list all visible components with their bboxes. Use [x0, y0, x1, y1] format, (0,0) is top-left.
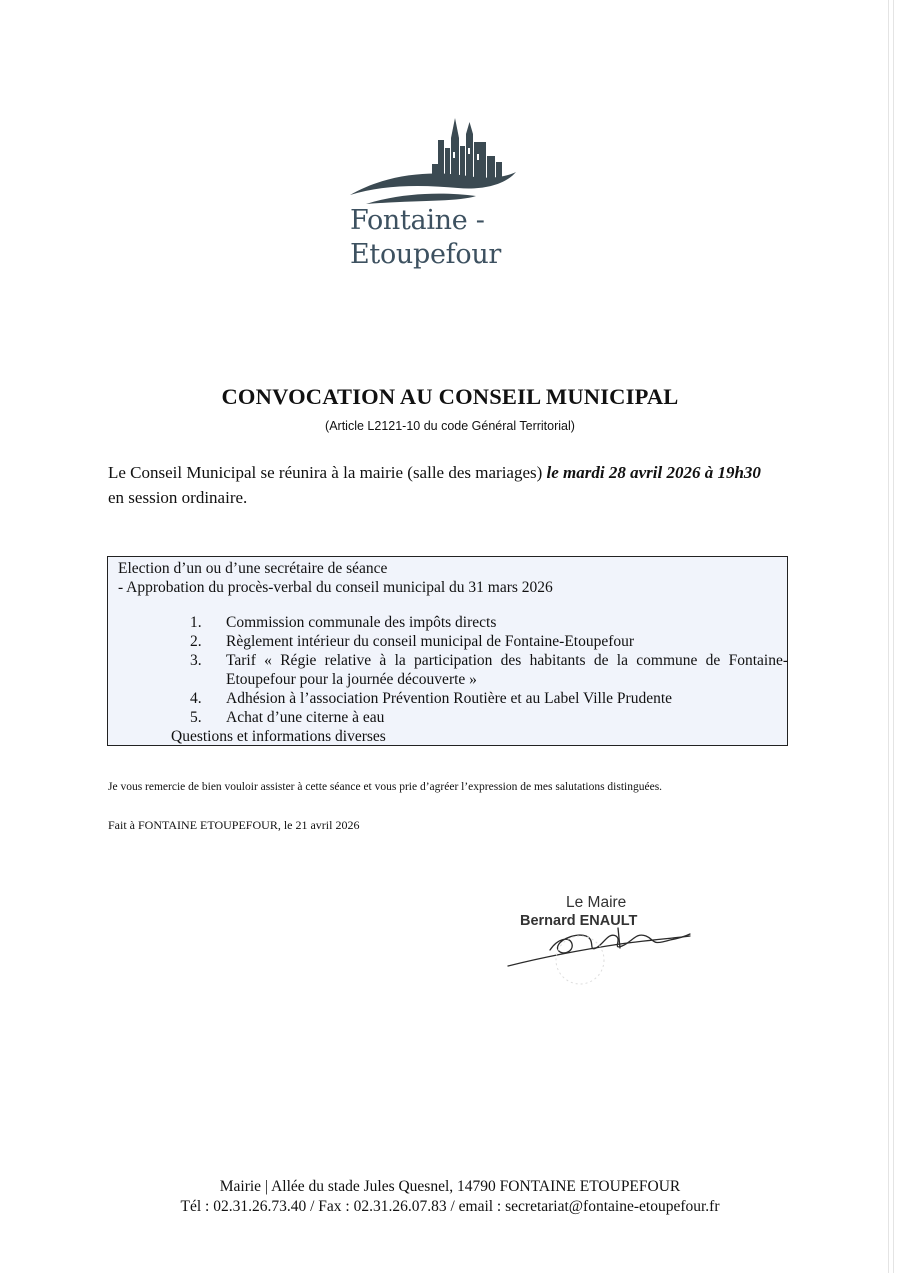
agenda-box	[107, 556, 788, 746]
closing-thanks: Je vous remercie de bien vouloir assister à cette séance et vous prie d’agréer l’expression de mes salutations distinguées.	[108, 781, 663, 793]
page-footer	[0, 1177, 900, 1217]
agenda-item	[190, 613, 780, 632]
place-and-date: Fait à FONTAINE ETOUPEFOUR, le 21 avril 2026	[108, 818, 360, 832]
intro-session: en session ordinaire.	[108, 488, 248, 507]
agenda-line-questions: Questions et informations diverses	[171, 728, 386, 745]
agenda-item-text: Adhésion à l’association Prévention Routière et au Label Ville Prudente	[226, 690, 673, 707]
agenda-item-text: Commission communale des impôts directs	[226, 614, 497, 631]
page-title: CONVOCATION AU CONSEIL MUNICIPAL	[221, 384, 679, 409]
agenda-item	[190, 689, 780, 708]
intro-paragraph	[108, 460, 798, 510]
scan-edge-line	[893, 0, 894, 1273]
agenda-item-number: 4.	[190, 690, 202, 707]
municipality-logo	[346, 112, 526, 270]
agenda-item-text: Achat d’une citerne à eau	[226, 709, 385, 726]
intro-text: Le Conseil Municipal se réunira à la mairie (salle des mariages)	[108, 463, 547, 482]
agenda-item-number: 1.	[190, 614, 202, 631]
agenda-item	[190, 708, 780, 727]
handwritten-signature-icon	[500, 910, 700, 990]
agenda-item-text: Règlement intérieur du conseil municipal de Fontaine-Etoupefour	[226, 633, 635, 650]
agenda-line-secretary: Election d’un ou d’une secrétaire de séance	[118, 560, 388, 577]
signatory-name: Bernard ENAULT	[520, 913, 638, 929]
logo-text-line2: Etoupefour	[350, 239, 502, 270]
agenda-item-text: Tarif « Régie relative à la participation des habitants de la commune de Fontaine-Etoupefour pour la journée découverte »	[226, 652, 788, 688]
scan-edge-line	[888, 0, 889, 1273]
agenda-item	[190, 632, 780, 651]
signatory-title: Le Maire	[566, 894, 627, 911]
footer-address: Mairie | Allée du stade Jules Quesnel, 14790 FONTAINE ETOUPEFOUR	[219, 1178, 681, 1195]
agenda-item-number: 3.	[190, 652, 202, 669]
meeting-date: le mardi 28 avril 2026 à 19h30	[546, 463, 761, 482]
agenda-item-number: 5.	[190, 709, 202, 726]
agenda-item-number: 2.	[190, 633, 202, 650]
logo-text-line1: Fontaine -	[350, 205, 485, 236]
castle-wave-icon	[346, 112, 526, 207]
agenda-line-approval: - Approbation du procès-verbal du conseil municipal du 31 mars 2026	[118, 579, 553, 596]
page-subtitle: (Article L2121-10 du code Général Territorial)	[325, 419, 575, 433]
agenda-item	[190, 651, 788, 689]
footer-contact: Tél : 02.31.26.73.40 / Fax : 02.31.26.07.83 / email : secretariat@fontaine-etoupefour.fr	[180, 1198, 720, 1215]
